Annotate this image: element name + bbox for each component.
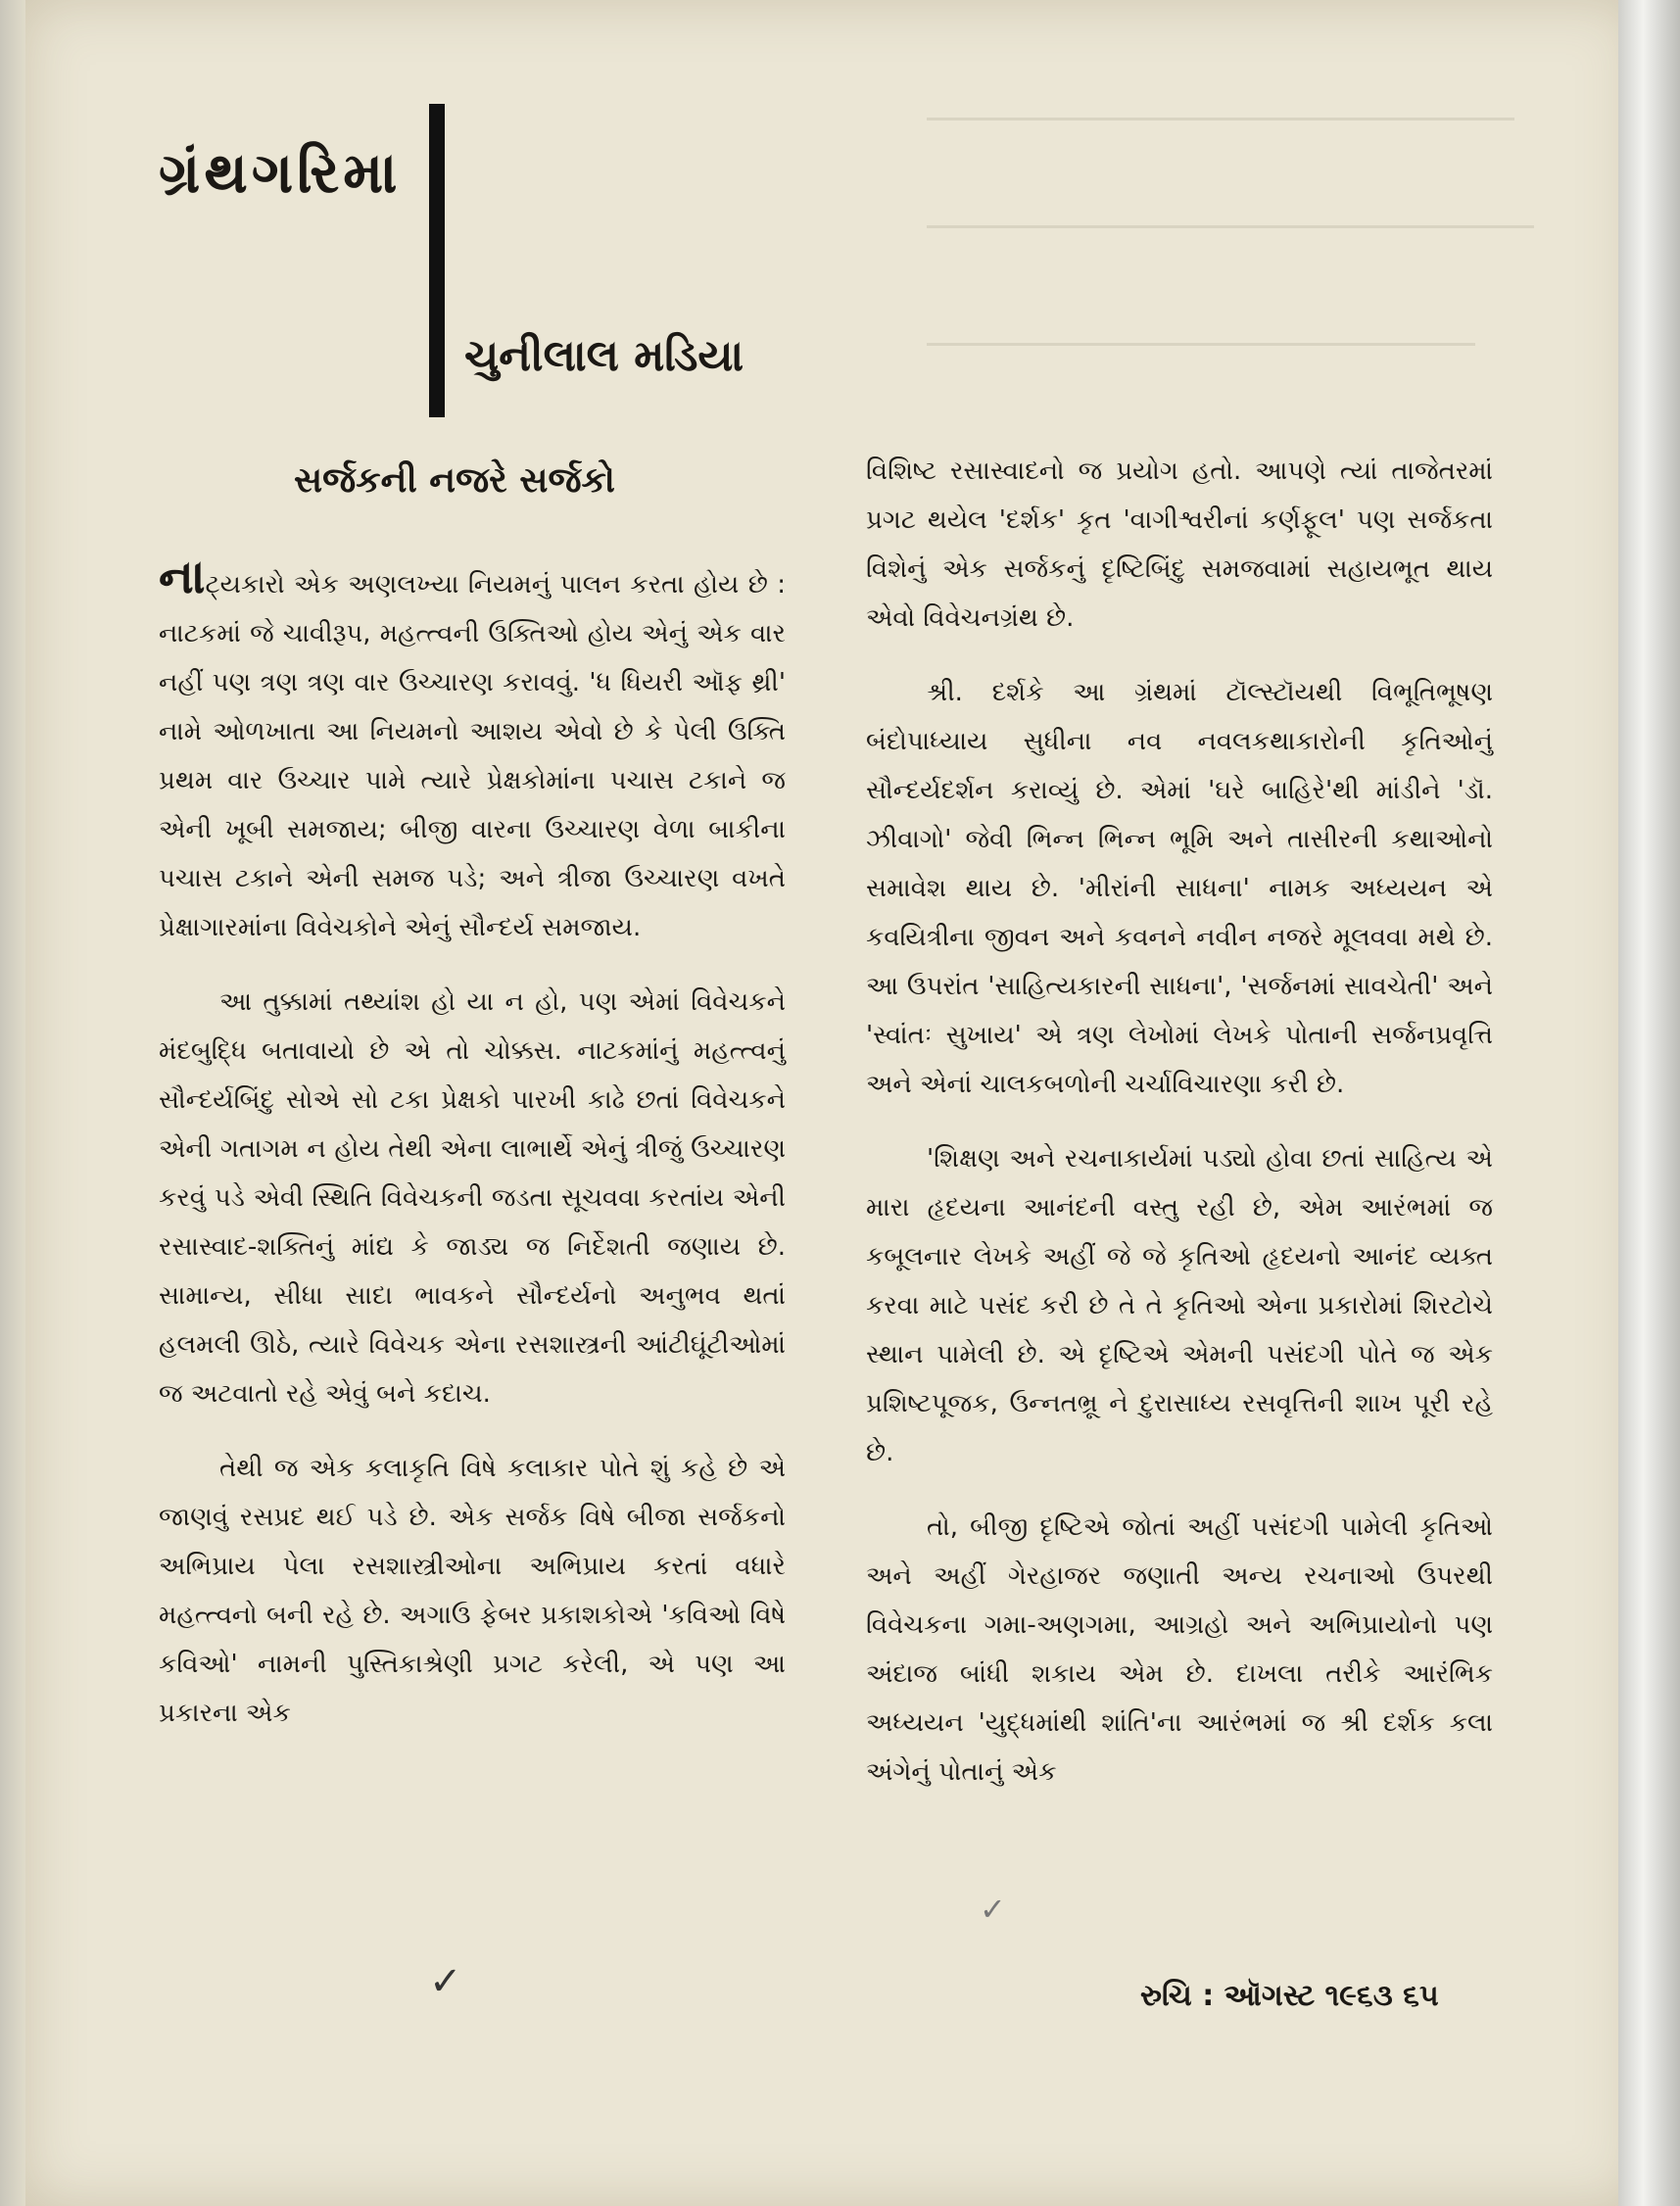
paragraph: [159, 552, 786, 952]
paragraph-text: ટ્યકારો એક અણલખ્યા નિયમનું પાલન કરતા હોય છે : નાટકમાં જે ચાવીરૂપ, મહત્ત્વની ઉક્તિઓ હોય એનું એક વાર નહીં પણ ત્રણ ત્રણ વાર ઉચ્ચારણ કરાવવું. 'ધ ધિયરી ઑફ થ્રી' નામે ઓળખાતા આ નિયમનો આશય એવો છે કે પેલી ઉક્તિ પ્રથમ વાર ઉચ્ચાર પામે ત્યારે પ્રેક્ષકોમાંના પચાસ ટકાને જ એની ખૂબી સમજાય; બીજી વારના ઉચ્ચારણ વેળા બાકીના પચાસ ટકાને એની સમજ પડે; અને ત્રીજા ઉચ્ચારણ વખતે પ્રેક્ષાગારમાંના વિવેચકોને એનું સૌન્દર્ય સમજાય.: [159, 570, 786, 942]
page-footer: રુચિ : ઑગસ્ટ ૧૯૬૩ ૬૫: [1140, 1979, 1439, 2013]
author-name: ચુનીલાલ મડિયા: [464, 331, 744, 381]
pencil-check-mark: ✓: [980, 1891, 1006, 1928]
bleed-through-line: [927, 343, 1475, 346]
pencil-check-mark: ✓: [429, 1959, 462, 2004]
paragraph: તેથી જ એક કલાકૃતિ વિષે કલાકાર પોતે શું કહે છે એ જાણવું રસપ્રદ થઈ પડે છે. એક સર્જક વિષે બીજા સર્જકનો અભિપ્રાય પેલા રસશાસ્ત્રીઓના અભિપ્રાય કરતાં વધારે મહત્ત્વનો બની રહે છે. અગાઉ ફેબર પ્રકાશકોએ 'કવિઓ વિષે કવિઓ' નામની પુસ્તિકાશ્રેણી પ્રગટ કરેલી, એ પણ આ પ્રકારના એક: [159, 1454, 786, 1728]
section-title: ગ્રંથગરિમા: [159, 139, 402, 206]
right-column: [866, 447, 1493, 1822]
title-divider-bar: [429, 104, 445, 417]
article-title: સર્જકની નજરે સર્જકો: [294, 460, 615, 501]
bleed-through-line: [927, 118, 1514, 120]
paragraph: શ્રી. દર્શકે આ ગ્રંથમાં ટૉલ્સ્ટૉયથી વિભૂતિભૂષણ બંદોપાધ્યાય સુધીના નવ નવલકથાકારોની કૃતિઓનું સૌન્દર્યદર્શન કરાવ્યું છે. એમાં 'ઘરે બાહિરે'થી માંડીને 'ડૉ. ઝીવાગો' જેવી ભિન્ન ભિન્ન ભૂમિ અને તાસીરની કથાઓનો સમાવેશ થાય છે. 'મીરાંની સાધના' નામક અધ્યયન એ કવયિત્રીના જીવન અને કવનને નવીન નજરે મૂલવવા મથે છે. આ ઉપરાંત 'સાહિત્યકારની સાધના', 'સર્જનમાં સાવચેતી' અને 'સ્વાંતઃ સુખાય' એ ત્રણ લેખોમાં લેખકે પોતાની સર્જનપ્રવૃત્તિ અને એનાં ચાલકબળોની ચર્ચાવિચારણા કરી છે.: [866, 678, 1493, 1099]
paragraph: આ તુક્કામાં તથ્યાંશ હો યા ન હો, પણ એમાં વિવેચકને મંદબુદ્ધિ બતાવાયો છે એ તો ચોક્કસ. નાટકમાંનું મહત્ત્વનું સૌન્દર્યબિંદુ સોએ સો ટકા પ્રેક્ષકો પારખી કાઢે છતાં વિવેચકને એની ગતાગમ ન હોય તેથી એના લાભાર્થે એનું ત્રીજું ઉચ્ચારણ કરવું પડે એવી સ્થિતિ વિવેચકની જડતા સૂચવવા કરતાંય એની રસાસ્વાદ-શક્તિનું માંદ્ય કે જાડ્ય જ નિર્દેશતી જણાય છે. સામાન્ય, સીધા સાદા ભાવકને સૌન્દર્યનો અનુભવ થતાં હલમલી ઊઠે, ત્યારે વિવેચક એના રસશાસ્ત્રની આંટીઘૂંટીઓમાં જ અટવાતો રહે એવું બને કદાચ.: [159, 987, 786, 1409]
drop-cap: ના: [159, 550, 206, 604]
book-spine: [1618, 0, 1680, 2206]
paragraph: તો, બીજી દૃષ્ટિએ જોતાં અહીં પસંદગી પામેલી કૃતિઓ અને અહીં ગેરહાજર જણાતી અન્ય રચનાઓ ઉપરથી વિવેચકના ગમા-અણગમા, આગ્રહો અને અભિપ્રાયોનો પણ અંદાજ બાંધી શકાય એમ છે. દાખલા તરીકે આરંભિક અધ્યયન 'યુદ્ધમાંથી શાંતિ'ના આરંભમાં જ શ્રી દર્શક કલા અંગેનું પોતાનું એક: [866, 1512, 1493, 1787]
paragraph: વિશિષ્ટ રસાસ્વાદનો જ પ્રયોગ હતો. આપણે ત્યાં તાજેતરમાં પ્રગટ થયેલ 'દર્શક' કૃત 'વાગીશ્વરીનાં કર્ણફૂલ' પણ સર્જકતા વિશેનું એક સર્જકનું દૃષ્ટિબિંદુ સમજવામાં સહાયભૂત થાય એવો વિવેચનગ્રંથ છે.: [866, 456, 1493, 633]
bleed-through-line: [927, 225, 1534, 228]
left-column: [159, 552, 786, 1763]
paragraph: 'શિક્ષણ અને રચનાકાર્યમાં પડ્યો હોવા છતાં સાહિત્ય એ મારા હૃદયના આનંદની વસ્તુ રહી છે, એમ આરંભમાં જ કબૂલનાર લેખકે અહીં જે જે કૃતિઓ હૃદયનો આનંદ વ્યક્ત કરવા માટે પસંદ કરી છે તે તે કૃતિઓ એના પ્રકારોમાં શિરટોચે સ્થાન પામેલી છે. એ દૃષ્ટિએ એમની પસંદગી પોતે જ એક પ્રશિષ્ટપૂજક, ઉન્નતભ્રૂ ને દુરાસાધ્ય રસવૃત્તિની શાખ પૂરી રહે છે.: [866, 1144, 1493, 1467]
